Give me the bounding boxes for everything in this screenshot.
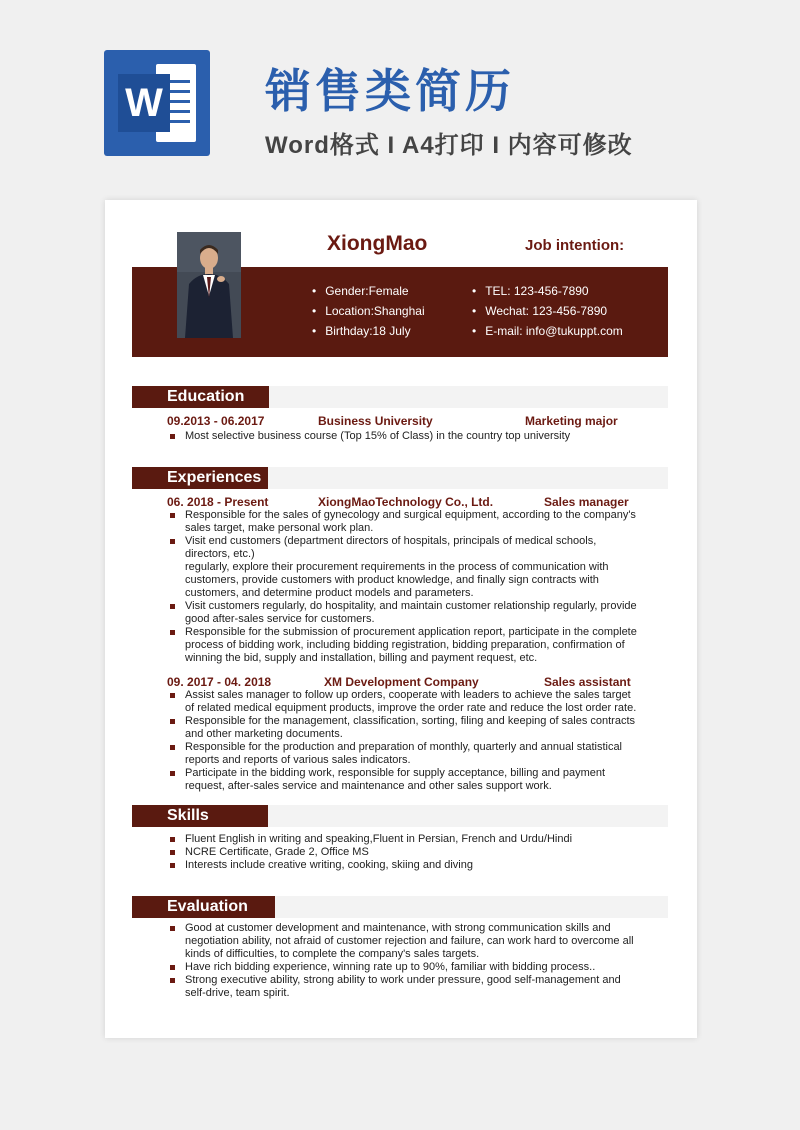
education-school: Business University <box>318 414 433 428</box>
list-item: Strong executive ability, strong ability to work under pressure, good self-management and self-drive, team spirit. <box>167 974 637 1000</box>
experiences-section-header <box>132 467 668 489</box>
experience-row <box>167 675 633 689</box>
experience-row <box>167 495 633 509</box>
profile-photo <box>177 232 241 338</box>
list-item: Responsible for the management, classification, sorting, filing and keeping of sales contracts and other marketing documents. <box>167 715 637 741</box>
experience-role: Sales assistant <box>544 675 631 689</box>
gender-field: • Gender:Female <box>312 281 425 301</box>
job-intention-label: Job intention: <box>525 237 625 254</box>
personal-details <box>312 281 425 341</box>
list-item: Visit end customers (department directors of hospitals, principals of medical schools, directors, etc.) <box>167 535 637 561</box>
resume-page <box>105 200 697 1038</box>
word-logo-icon: W <box>104 50 210 156</box>
tel-field: • TEL: 123-456-7890 <box>472 281 623 301</box>
experience-company: XiongMaoTechnology Co., Ltd. <box>318 495 494 509</box>
banner-title: 销售类简历 <box>265 65 515 117</box>
education-major: Marketing major <box>525 414 618 428</box>
birthday-field: • Birthday:18 July <box>312 321 425 341</box>
contact-details <box>472 281 623 341</box>
list-item: Visit customers regularly, do hospitality, and maintain customer relationship regularly, provide good after-sales service for customers. <box>167 600 637 626</box>
evaluation-section-header <box>132 896 668 918</box>
list-item: NCRE Certificate, Grade 2, Office MS <box>167 846 637 859</box>
candidate-name: XiongMao <box>327 232 428 255</box>
list-item: Assist sales manager to follow up orders, cooperate with leaders to achieve the sales target of related medical equipment products, improve the order rate and reduce the lost order rate. <box>167 689 637 715</box>
experience-list <box>167 689 637 793</box>
list-item: Responsible for the sales of gynecology and surgical equipment, according to the company's sales target, make personal work plan. <box>167 509 637 535</box>
list-item: Responsible for the production and preparation of monthly, quarterly and annual statistical reports and reports of various sales indicators. <box>167 741 637 767</box>
experience-role: Sales manager <box>544 495 629 509</box>
education-section-header <box>132 386 668 408</box>
list-item: Most selective business course (Top 15% of Class) in the country top university <box>167 430 637 443</box>
list-item: Good at customer development and maintenance, with strong communication skills and negotiation ability, not afraid of customer rejection and failure, can work hard to overcome all kinds of difficulties, to complete the company's sales targets. <box>167 922 637 961</box>
evaluation-heading: Evaluation <box>132 896 275 918</box>
banner <box>0 0 800 190</box>
education-period: 09.2013 - 06.2017 <box>167 414 265 428</box>
list-item: Have rich bidding experience, winning rate up to 90%, familiar with bidding process.. <box>167 961 637 974</box>
experiences-heading: Experiences <box>132 467 268 489</box>
skills-list <box>167 833 637 872</box>
experience-list <box>167 509 637 665</box>
experience-period: 09. 2017 - 04. 2018 <box>167 675 272 689</box>
list-item: Fluent English in writing and speaking,Fluent in Persian, French and Urdu/Hindi <box>167 833 637 846</box>
list-item: Participate in the bidding work, responsible for supply acceptance, billing and payment request, after-sales service and maintenance and other sales support work. <box>167 767 637 793</box>
location-field: • Location:Shanghai <box>312 301 425 321</box>
education-row <box>167 414 633 428</box>
banner-subtitle: Word格式 I A4打印 I 内容可修改 <box>265 132 633 159</box>
email-field: • E-mail: info@tukuppt.com <box>472 321 623 341</box>
experience-company: XM Development Company <box>324 675 479 689</box>
education-heading: Education <box>132 386 269 408</box>
skills-section-header <box>132 805 668 827</box>
education-list <box>167 430 637 443</box>
list-item: regularly, explore their procurement requirements in the process of communication with customers, provide customers with product knowledge, and finally sign contracts with customers, and determine product models and parameters. <box>185 561 609 599</box>
evaluation-list <box>167 922 637 1000</box>
skills-heading: Skills <box>132 805 268 827</box>
list-item: Responsible for the submission of procurement application report, participate in the complete process of bidding work, including bidding registration, bidding preparation, confirmation of winning the bid, supply and installation, billing and payment request, etc. <box>167 626 637 665</box>
wechat-field: • Wechat: 123-456-7890 <box>472 301 623 321</box>
list-item: Interests include creative writing, cooking, skiing and diving <box>167 859 637 872</box>
experience-period: 06. 2018 - Present <box>167 495 269 509</box>
